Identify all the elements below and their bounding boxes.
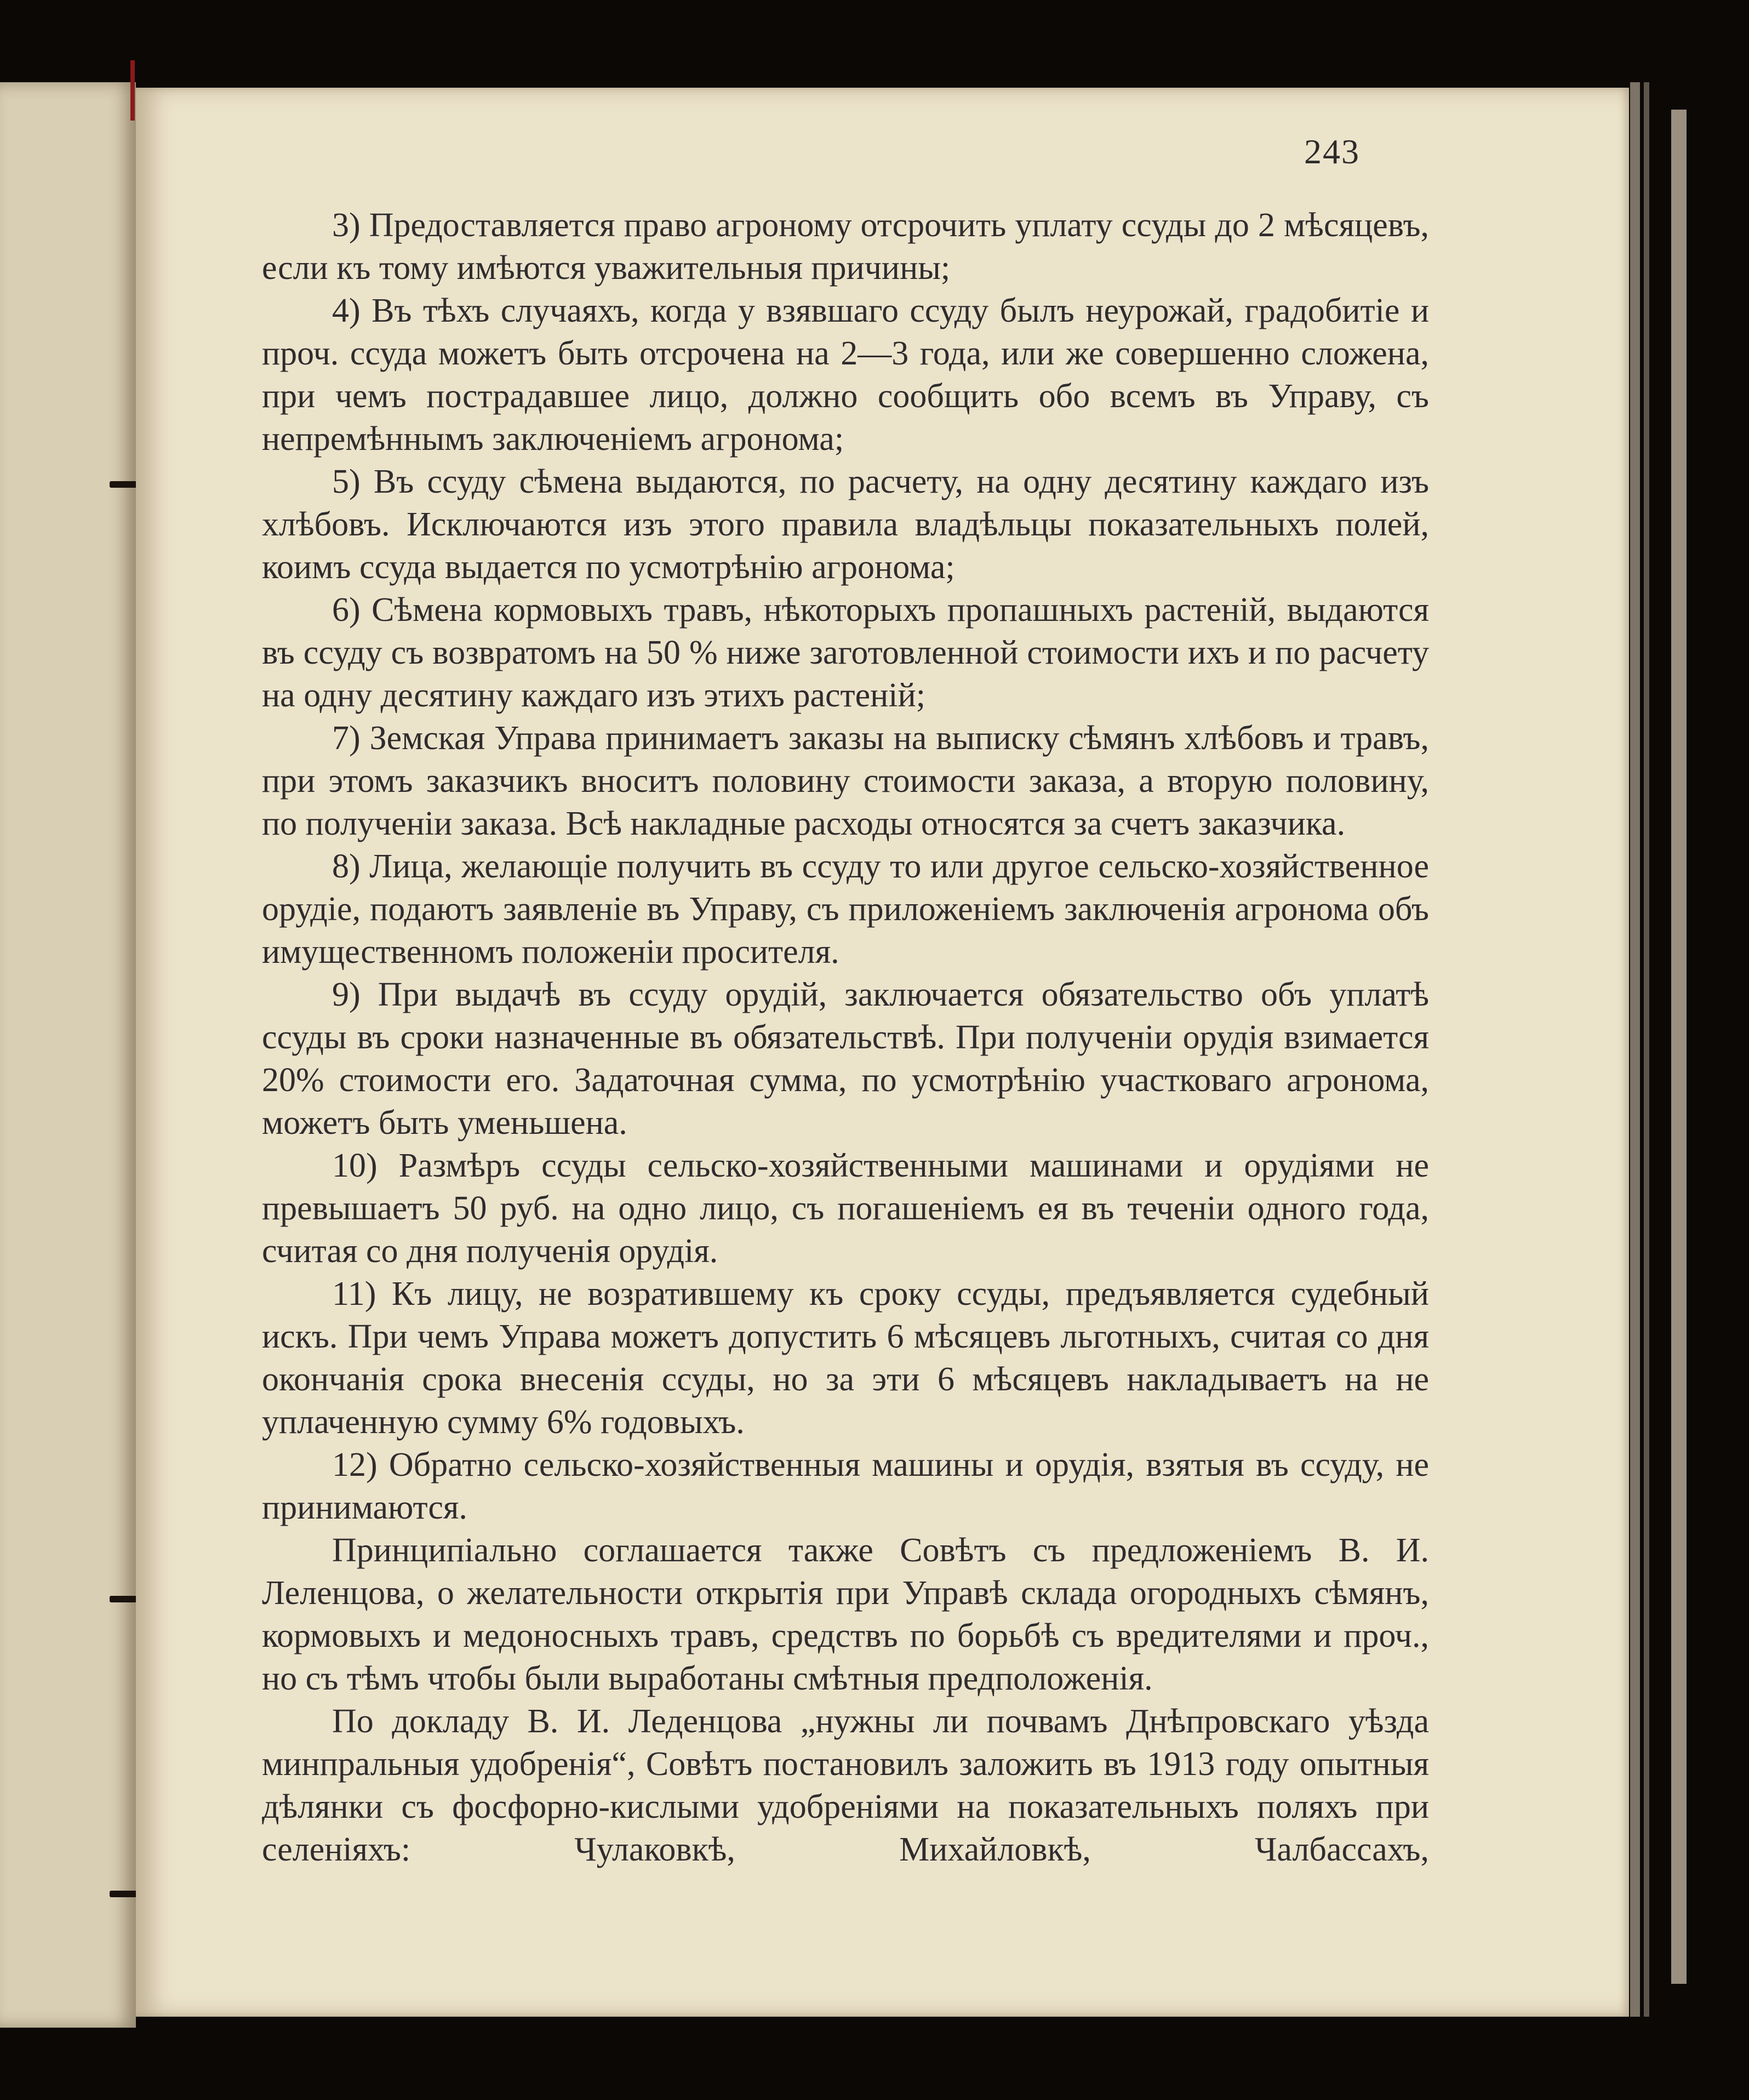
page-edge-layer bbox=[1644, 82, 1649, 2017]
paragraph-item-5: 5) Въ ссуду сѣмена выдаются, по расчету, на одну десятину каждаго изъ хлѣбовъ. Исключаются изъ этого правила владѣльцы показательныхъ полей, коимъ ссуда выдается по усмотрѣнію агронома; bbox=[262, 463, 1429, 586]
paragraph-council-decision: Принципіально соглашается также Совѣтъ съ предложеніемъ В. И. Леленцова, о желательности открытія при Управѣ склада огородныхъ сѣмянъ, кормовыхъ и медоносныхъ травъ, средствъ по борьбѣ съ вредителями и проч., но съ тѣмъ чтобы были выработаны смѣтныя предположенія. bbox=[262, 1532, 1429, 1697]
paragraph-item-3: 3) Предоставляется право агроному отсрочить уплату ссуды до 2 мѣсяцевъ, если къ тому имѣются уважительныя причины; bbox=[262, 207, 1429, 287]
paragraph-item-8: 8) Лица, желающіе получить въ ссуду то или другое сельско-хозяйственное орудіе, подаютъ заявленіе въ Управу, съ приложеніемъ заключенія агронома объ имущественномъ положеніи просителя. bbox=[262, 848, 1429, 971]
paragraph-item-11: 11) Къ лицу, не возратившему къ сроку ссуды, предъявляется судебный искъ. При чемъ Управа можетъ допустить 6 мѣсяцевъ льготныхъ, считая со дня окончанія срока внесенія ссуды, но за эти 6 мѣсяцевъ накладываетъ на не уплаченную сумму 6% годовыхъ. bbox=[262, 1275, 1429, 1441]
left-page-edge bbox=[0, 82, 136, 2028]
page-edge-layer bbox=[1671, 110, 1687, 1984]
paragraph-item-4: 4) Въ тѣхъ случаяхъ, когда у взявшаго ссуду былъ неурожай, градобитіе и проч. ссуда можетъ быть отсрочена на 2—3 года, или же совершенно сложена, при чемъ пострадавшее лицо, должно сообщить обо всемъ въ Управу, съ непремѣннымъ заключеніемъ агронома; bbox=[262, 292, 1429, 458]
page-text bbox=[262, 204, 1429, 1871]
binding-staple bbox=[110, 1891, 137, 1897]
paragraph-item-7: 7) Земская Управа принимаетъ заказы на выписку сѣмянъ хлѣбовъ и травъ, при этомъ заказчикъ вноситъ половину стоимости заказа, а вторую половину, по полученіи заказа. Всѣ накладные расходы относятся за счетъ заказчика. bbox=[262, 720, 1429, 842]
paragraph-item-9: 9) При выдачѣ въ ссуду орудій, заключается обязательство объ уплатѣ ссуды въ сроки назначенные въ обязательствѣ. При полученіи орудія взимается 20% стоимости его. Задаточная сумма, по усмотрѣнію участковаго агронома, можетъ быть уменьшена. bbox=[262, 976, 1429, 1142]
page-edge-layer bbox=[1630, 82, 1640, 2017]
paragraph-item-10: 10) Размѣръ ссуды сельско-хозяйственными машинами и орудіями не превышаетъ 50 руб. на одно лицо, съ погашеніемъ ея въ теченіи одного года, считая со дня полученія орудія. bbox=[262, 1147, 1429, 1270]
paragraph-report: По докладу В. И. Леденцова „нужны ли почвамъ Днѣпровскаго уѣзда минпральныя удобренія“, Совѣтъ постановилъ заложить въ 1913 году опытныя дѣлянки съ фосфорно-кислыми удобреніями на показательныхъ поляхъ при селеніяхъ: Чулаковкѣ, Михайловкѣ, Чалбассахъ, bbox=[262, 1703, 1429, 1868]
binding-staple bbox=[110, 481, 137, 488]
binding-staple bbox=[110, 1596, 137, 1602]
paragraph-item-6: 6) Сѣмена кормовыхъ травъ, нѣкоторыхъ пропашныхъ растеній, выдаются въ ссуду съ возвратомъ на 50 % ниже заготовленной стоимости ихъ и по расчету на одну десятину каждаго изъ этихъ растеній; bbox=[262, 591, 1429, 714]
page-number: 243 bbox=[1304, 132, 1360, 171]
paragraph-item-12: 12) Обратно сельско-хозяйственныя машины и орудія, взятыя въ ссуду, не принимаются. bbox=[262, 1446, 1429, 1526]
binding-thread bbox=[130, 60, 135, 121]
